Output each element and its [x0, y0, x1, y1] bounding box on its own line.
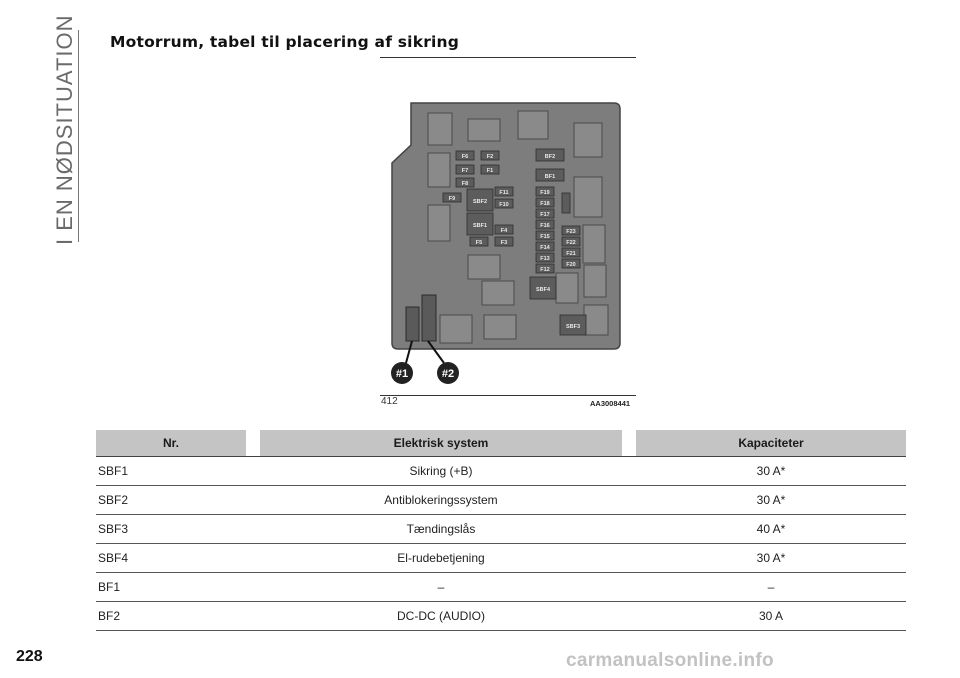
fuse-label: F11	[499, 190, 509, 196]
fuse-label: F16	[540, 223, 550, 229]
table-header-row	[96, 430, 906, 457]
callout-2: #2	[441, 368, 455, 380]
figure-code: AA3008441	[590, 399, 631, 408]
fuse-table	[96, 430, 906, 631]
page-title: Motorrum, tabel til placering af sikring	[110, 33, 460, 51]
electrical-system-cell: Sikring (+B)	[260, 457, 622, 486]
fuse-label: F12	[540, 267, 550, 273]
table-row	[96, 602, 906, 631]
table-row	[96, 544, 906, 573]
fuse-label: F14	[540, 245, 550, 251]
header-nr: Nr.	[96, 430, 246, 457]
fuse-label: F1	[486, 168, 494, 174]
fuse-label: F21	[566, 251, 576, 257]
fuse-label: F13	[540, 256, 550, 262]
fuse-box-diagram	[378, 95, 638, 415]
section-label	[52, 14, 77, 245]
capacity-cell: 30 A*	[636, 457, 906, 486]
fuse-label: BF2	[544, 154, 556, 160]
fuse-label: F20	[566, 262, 576, 268]
fuse-label: SBF3	[565, 324, 581, 330]
figure-number: 412	[381, 396, 398, 407]
electrical-system-cell: El-rudebetjening	[260, 544, 622, 573]
fuse-label: F17	[540, 212, 550, 218]
capacity-cell: 30 A*	[636, 544, 906, 573]
electrical-system-cell: –	[260, 573, 622, 602]
fuse-number-cell: BF1	[96, 573, 246, 602]
capacity-cell: 30 A*	[636, 486, 906, 515]
fuse-number-cell: BF2	[96, 602, 246, 631]
electrical-system-cell: Antiblokeringssystem	[260, 486, 622, 515]
fuse-label: F3	[500, 240, 508, 246]
page-number: 228	[16, 648, 43, 665]
fuse-number-cell: SBF4	[96, 544, 246, 573]
fuse-label: F2	[486, 154, 494, 160]
fuse-label: F8	[461, 181, 469, 187]
figure-divider	[380, 395, 636, 396]
fuse-number-cell: SBF2	[96, 486, 246, 515]
fuse-label: F6	[461, 154, 469, 160]
fuse-label: F7	[461, 168, 469, 174]
electrical-system-cell: Tændingslås	[260, 515, 622, 544]
fuse-label: F19	[540, 190, 550, 196]
fuse-label: SBF4	[535, 287, 551, 293]
fuse-number-cell: SBF3	[96, 515, 246, 544]
fuse-label: F4	[500, 228, 508, 234]
watermark: carmanualsonline.info	[566, 650, 774, 671]
table-row	[96, 457, 906, 486]
fuse-label: F18	[540, 201, 550, 207]
header-system: Elektrisk system	[260, 430, 622, 457]
electrical-system-cell: DC-DC (AUDIO)	[260, 602, 622, 631]
fuse-label: SBF1	[472, 223, 488, 229]
header-capacity: Kapaciteter	[636, 430, 906, 457]
section-label-text: I EN NØDSITUATION	[52, 14, 77, 245]
callout-1: #1	[395, 368, 409, 380]
fuse-label: F5	[475, 240, 483, 246]
section-divider	[78, 30, 79, 242]
fuse-label: F15	[540, 234, 550, 240]
fuse-label: SBF2	[472, 199, 488, 205]
fuse-label: F10	[499, 202, 509, 208]
fuse-label: F23	[566, 229, 576, 235]
fuse-number-cell: SBF1	[96, 457, 246, 486]
fuse-label: BF1	[544, 174, 556, 180]
fuse-label: F9	[448, 196, 456, 202]
fuse-label: F22	[566, 240, 576, 246]
table-row	[96, 573, 906, 602]
capacity-cell: 30 A	[636, 602, 906, 631]
table-row	[96, 486, 906, 515]
table-row	[96, 515, 906, 544]
title-divider	[380, 57, 636, 58]
capacity-cell: –	[636, 573, 906, 602]
capacity-cell: 40 A*	[636, 515, 906, 544]
